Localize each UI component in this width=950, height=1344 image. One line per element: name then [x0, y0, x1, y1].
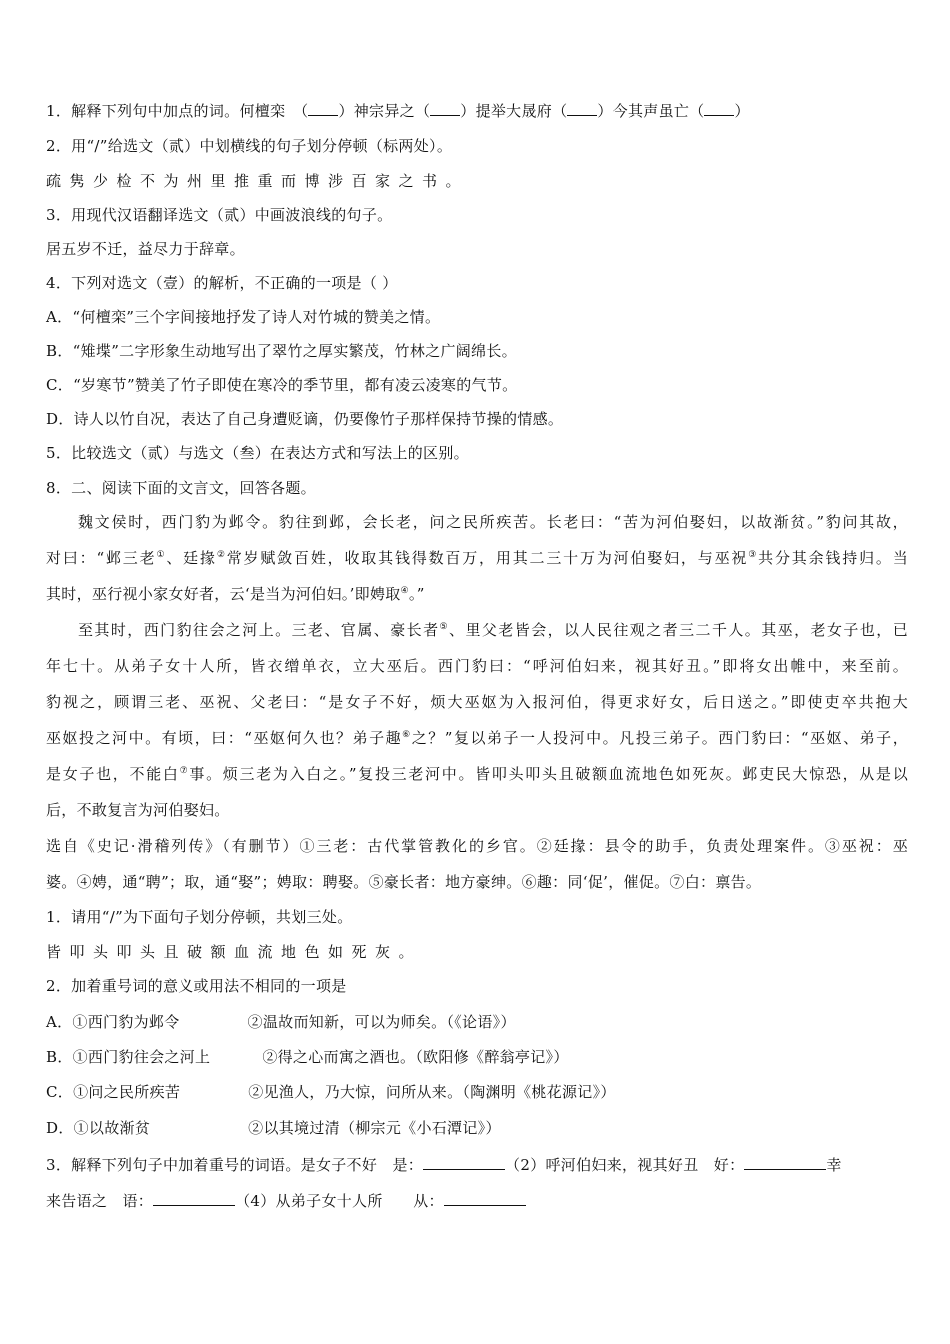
footnote-marker: ⑤	[439, 622, 450, 632]
option-label: B．①西门豹往会之河上	[46, 1048, 211, 1066]
passage-line: 年七十。从弟子女十人所，皆衣缯单衣，立大巫后。西门豹曰：“呼河伯妇来，视其好丑。”即将女出帷中，来至前。	[46, 657, 908, 675]
source-notes: 婆。④娉，通“聘”；取，通“娶”；娉取：聘娶。⑤豪长者：地方豪绅。⑥趣：同‘促’，催促。⑦白：禀告。	[46, 873, 762, 891]
question-r1: 1．请用“/”为下面句子划分停顿，共划三处。	[46, 908, 353, 926]
r2-option-b	[46, 1047, 908, 1067]
option-label: C．①问之民所疾苦	[46, 1083, 181, 1101]
passage-text: 对曰：“邺三老	[46, 549, 157, 567]
q4-option-b: B．“雉堞”二字形象生动地写出了翠竹之厚实繁茂，竹林之广阔绵长。	[46, 342, 517, 360]
question-r2: 2．加着重号词的意义或用法不相同的一项是	[46, 977, 347, 995]
passage-line: 豹视之，顾谓三老、巫祝、父老曰：“是女子不好，烦大巫妪为入报河伯，得更求好女，后日送之。”即使吏卒共抱大	[46, 693, 908, 711]
q1-text: ）提举大晟府（	[460, 102, 568, 120]
passage-text: 常岁赋敛百姓，收取其钱得数百万，用其二三十万为河伯娶妇，与巫祝	[226, 549, 749, 567]
question-4: 4．下列对选文（壹）的解析，不正确的一项是（ ）	[46, 274, 398, 292]
option-text: ②见渔人，乃大惊，问所从来。（陶渊明《桃花源记》）	[248, 1083, 616, 1101]
footnote-marker: ②	[216, 550, 227, 560]
passage-text: 巫妪投之河中。有顷，曰：“巫妪何久也？弟子趣	[46, 729, 403, 747]
passage-line	[46, 548, 908, 568]
r2-option-c	[46, 1082, 908, 1102]
option-text: ②温故而知新，可以为师矣。（《论语》）	[247, 1013, 516, 1031]
answer-blank[interactable]	[444, 1191, 526, 1206]
q1-text: ）神宗异之（	[338, 102, 431, 120]
passage-text: 是女子也，不能白	[46, 765, 180, 783]
question-1	[46, 101, 908, 121]
answer-blank[interactable]	[153, 1191, 235, 1206]
q-text: 来告语之 语：	[46, 1192, 154, 1210]
passage-line	[46, 764, 908, 784]
passage-text: 、廷掾	[166, 549, 217, 567]
answer-blank[interactable]	[567, 101, 597, 116]
r2-option-d	[46, 1118, 908, 1138]
passage-line	[46, 728, 908, 748]
q-text: （2）呼河伯妇来，视其好丑 好：	[505, 1156, 745, 1174]
answer-blank[interactable]	[423, 1155, 505, 1170]
footnote-marker: ⑥	[402, 730, 412, 740]
q4-option-c: C．“岁寒节”赞美了竹子即使在寒冷的季节里，都有凌云凌寒的气节。	[46, 376, 518, 394]
passage-line	[46, 584, 908, 604]
passage-text: 、里父老皆会，以人民往观之者三二千人。其巫，老女子也，已	[449, 621, 909, 639]
passage-text: 之？”复以弟子一人投河中。凡投三弟子。西门豹曰：“巫妪、弟子，	[411, 729, 908, 747]
section-8-heading: 8．二、阅读下面的文言文，回答各题。	[46, 479, 316, 497]
answer-blank[interactable]	[704, 101, 734, 116]
r2-option-a	[46, 1012, 908, 1032]
answer-blank[interactable]	[744, 1155, 826, 1170]
q-text: （4）从弟子女十人所 从：	[235, 1192, 444, 1210]
footnote-marker: ⑦	[179, 766, 190, 776]
q2-sentence: 疏隽少检不为州里推重而博涉百家之书。	[46, 172, 470, 190]
passage-text: 。”	[408, 585, 425, 603]
option-label: A．①西门豹为邺令	[46, 1013, 180, 1031]
passage-line: 魏文侯时，西门豹为邺令。豹往到邺，会长老，问之民所疾苦。长老曰：“苦为河伯娶妇，以故渐贫。”豹问其故，	[78, 513, 908, 531]
passage-text: 共分其余钱持归。当	[758, 549, 909, 567]
q-text: 幸	[826, 1156, 842, 1174]
q4-option-d: D．诗人以竹自况，表达了自己身遭贬谪，仍要像竹子那样保持节操的情感。	[46, 410, 564, 428]
footnote-marker: ①	[156, 550, 167, 560]
passage-line	[78, 620, 908, 640]
question-3: 3．用现代汉语翻译选文（贰）中画波浪线的句子。	[46, 206, 393, 224]
question-r3	[46, 1155, 908, 1175]
q1-text: ）	[734, 102, 750, 120]
option-text: ②以其境过清（柳宗元《小石潭记》）	[248, 1119, 501, 1137]
footnote-marker: ④	[400, 586, 409, 596]
q1-prompt: 1．解释下列句中加点的词。何檀栾 （	[46, 102, 309, 120]
option-text: ②得之心而寓之酒也。（欧阳修《醉翁亭记》）	[262, 1048, 569, 1066]
answer-blank[interactable]	[308, 101, 338, 116]
q3-sentence: 居五岁不迁，益尽力于辞章。	[46, 240, 245, 258]
q-text: 3．解释下列句子中加着重号的词语。是女子不好 是：	[46, 1156, 424, 1174]
r1-sentence: 皆叩头叩头且破额血流地色如死灰。	[46, 943, 423, 961]
option-label: D．①以故渐贫	[46, 1119, 151, 1137]
question-r3-cont	[46, 1191, 908, 1211]
q4-option-a: A．“何檀栾”三个字间接地抒发了诗人对竹城的赞美之情。	[46, 308, 441, 326]
question-5: 5．比较选文（贰）与选文（叁）在表达方式和写法上的区别。	[46, 444, 469, 462]
source-notes: 选自《史记·滑稽列传》（有删节）①三老：古代掌管教化的乡官。②廷掾：县令的助手，负责处理案件。③巫祝：巫	[46, 837, 908, 855]
passage-text: 至其时，西门豹往会之河上。三老、官属、豪长者	[78, 621, 440, 639]
q1-text: ）今其声虽亡（	[597, 102, 705, 120]
passage-text: 其时，巫行视小家女好者，云‘是当为河伯妇。’即娉取	[46, 585, 401, 603]
passage-text: 事。烦三老为入白之。”复投三老河中。皆叩头叩头且破额血流地色如死灰。邺吏民大惊恐，从是以	[189, 765, 908, 783]
question-2: 2．用“/”给选文（贰）中划横线的句子划分停顿（标两处）。	[46, 137, 453, 155]
answer-blank[interactable]	[430, 101, 460, 116]
footnote-marker: ③	[748, 550, 759, 560]
passage-line: 后，不敢复言为河伯娶妇。	[46, 801, 230, 819]
